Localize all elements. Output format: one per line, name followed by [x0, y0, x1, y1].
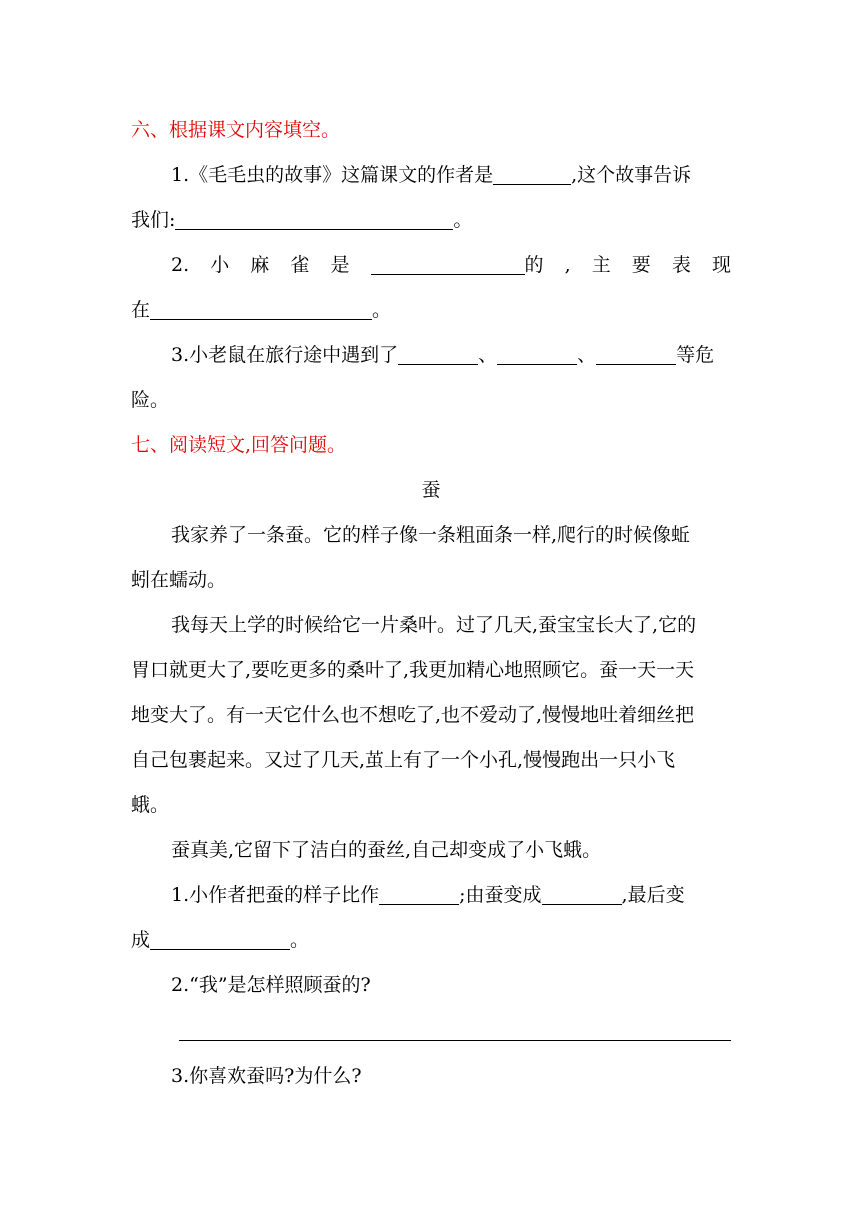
- s6-q2-comma: ,: [564, 254, 571, 276]
- s6-q2-char: 麻: [250, 254, 270, 276]
- s7-q1-blank-1[interactable]: [379, 884, 459, 905]
- s7-q1-text: 1.小作者把蚕的样子比作: [171, 884, 380, 906]
- s7-q1-text5: 。: [290, 929, 310, 951]
- s6-q1-text3: 我们:: [131, 209, 176, 231]
- s6-q2-char: 表: [671, 254, 691, 276]
- s7-q2-answer-line[interactable]: [179, 1020, 731, 1041]
- s6-q3-sep: 、: [577, 344, 597, 366]
- s6-q2-line2: [131, 288, 731, 333]
- s6-q3-text: 3.小老鼠在旅行途中遇到了: [171, 344, 399, 366]
- s6-q3-line2: 险。: [131, 389, 170, 411]
- passage-p2-line3: 地变大了。有一天它什么也不想吃了,也不爱动了,慢慢地吐着细丝把: [131, 704, 695, 726]
- s6-q1-lesson-blank[interactable]: [175, 209, 453, 230]
- s6-q2-char: 现: [711, 254, 731, 276]
- passage-p2-line2: 胃口就更大了,要吃更多的桑叶了,我更加精心地照顾它。蚕一天一天: [131, 659, 695, 681]
- s6-q2-char: 主: [591, 254, 611, 276]
- passage-p2-line5: 蛾。: [131, 794, 170, 816]
- s6-q1-author-blank[interactable]: [493, 164, 571, 185]
- s6-q2-char: 是: [330, 254, 350, 276]
- passage-title: 蚕: [421, 479, 441, 501]
- passage-p3: 蚕真美,它留下了洁白的蚕丝,自己却变成了小飞蛾。: [171, 839, 602, 861]
- s6-q3-sep: 、: [478, 344, 498, 366]
- section7-title: 七、阅读短文,回答问题。: [131, 434, 347, 456]
- s6-q2-trait-blank[interactable]: [371, 254, 525, 275]
- s6-q2-char: 雀: [290, 254, 310, 276]
- passage-p2-line4: 自己包裹起来。又过了几天,茧上有了一个小孔,慢慢跑出一只小飞: [131, 749, 676, 771]
- s7-q1-text4: 成: [131, 929, 151, 951]
- s6-q2-mid: 的: [524, 254, 544, 276]
- s6-q3-blank-3[interactable]: [596, 344, 676, 365]
- s6-q1-text2: ,这个故事告诉: [571, 164, 692, 186]
- s6-q2-num: 2.: [171, 254, 190, 276]
- s6-q3-blank-1[interactable]: [398, 344, 478, 365]
- s6-q3-text2: 等危: [676, 344, 715, 366]
- s6-q2-char: 要: [631, 254, 651, 276]
- s6-q1-line1: [131, 153, 731, 198]
- s6-q2-text4: 。: [372, 299, 392, 321]
- s6-q1-text4: 。: [453, 209, 473, 231]
- s7-q1-blank-2[interactable]: [542, 884, 622, 905]
- s7-q1-blank-3[interactable]: [150, 929, 290, 950]
- s7-q1-text2: ;由蚕变成: [459, 884, 542, 906]
- s7-q1-line2: [131, 918, 731, 963]
- s7-q2: 2.“我”是怎样照顾蚕的?: [171, 974, 371, 996]
- s6-q2-text3: 在: [131, 299, 151, 321]
- s6-q1-line2: [131, 198, 731, 243]
- s6-q3-line1: [131, 333, 731, 378]
- s6-q2-evidence-blank[interactable]: [150, 299, 372, 320]
- s6-q1-text: 1.《毛毛虫的故事》这篇课文的作者是: [171, 164, 494, 186]
- passage-p2-line1: 我每天上学的时候给它一片桑叶。过了几天,蚕宝宝长大了,它的: [171, 614, 697, 636]
- s7-q3: 3.你喜欢蚕吗?为什么?: [171, 1065, 362, 1087]
- s7-q1-text3: ,最后变: [621, 884, 685, 906]
- s6-q3-blank-2[interactable]: [497, 344, 577, 365]
- s7-q1-line1: [131, 873, 731, 918]
- passage-p1-line1: 我家养了一条蚕。它的样子像一条粗面条一样,爬行的时候像蚯: [171, 524, 691, 546]
- s6-q2-char: 小: [210, 254, 230, 276]
- section6-title: 六、根据课文内容填空。: [131, 119, 341, 141]
- worksheet-content: [131, 108, 731, 1099]
- passage-p1-line2: 蚓在蠕动。: [131, 569, 227, 591]
- s6-q2-line1: [131, 243, 731, 288]
